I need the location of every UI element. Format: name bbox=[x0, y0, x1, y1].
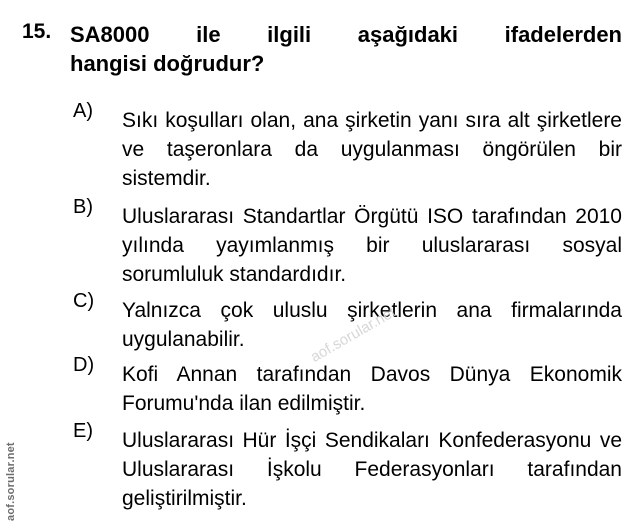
option-letter: B) bbox=[73, 196, 93, 218]
side-watermark: aof.sorular.net bbox=[5, 442, 17, 521]
option-letter: E) bbox=[73, 420, 93, 442]
option-text: Uluslararası Standartlar Örgütü ISO tarafından 2010 yılında yayımlanmış bir uluslararası sosyal sorumluluk standardıdır. bbox=[122, 205, 622, 286]
question-stem-line-2: hangisi doğrudur? bbox=[70, 51, 265, 76]
option-text: Yalnızca çok uluslu şirketlerin ana firmalarında uygulanabilir. bbox=[122, 299, 622, 351]
question-stem-line-1: SA8000 ile ilgili aşağıdaki ifadelerden bbox=[70, 22, 622, 47]
option-letter: C) bbox=[73, 290, 95, 312]
option-letter: D) bbox=[73, 354, 95, 376]
option-text: Kofi Annan tarafından Davos Dünya Ekonomik Forumu'nda ilan edilmiştir. bbox=[122, 363, 622, 415]
question-number: 15. bbox=[22, 20, 52, 43]
option-letter: A) bbox=[73, 100, 93, 122]
option-text: Sıkı koşulları olan, ana şirketin yanı sıra alt şirketlere ve taşeronlara da uygulanması öngörülen bir sistemdir. bbox=[122, 109, 622, 190]
center-watermark: aof.sorular.net bbox=[307, 303, 399, 366]
option-text: Uluslararası Hür İşçi Sendikaları Konfederasyonu ve Uluslararası İşkolu Federasyonları tarafından geliştirilmiştir. bbox=[122, 429, 622, 510]
